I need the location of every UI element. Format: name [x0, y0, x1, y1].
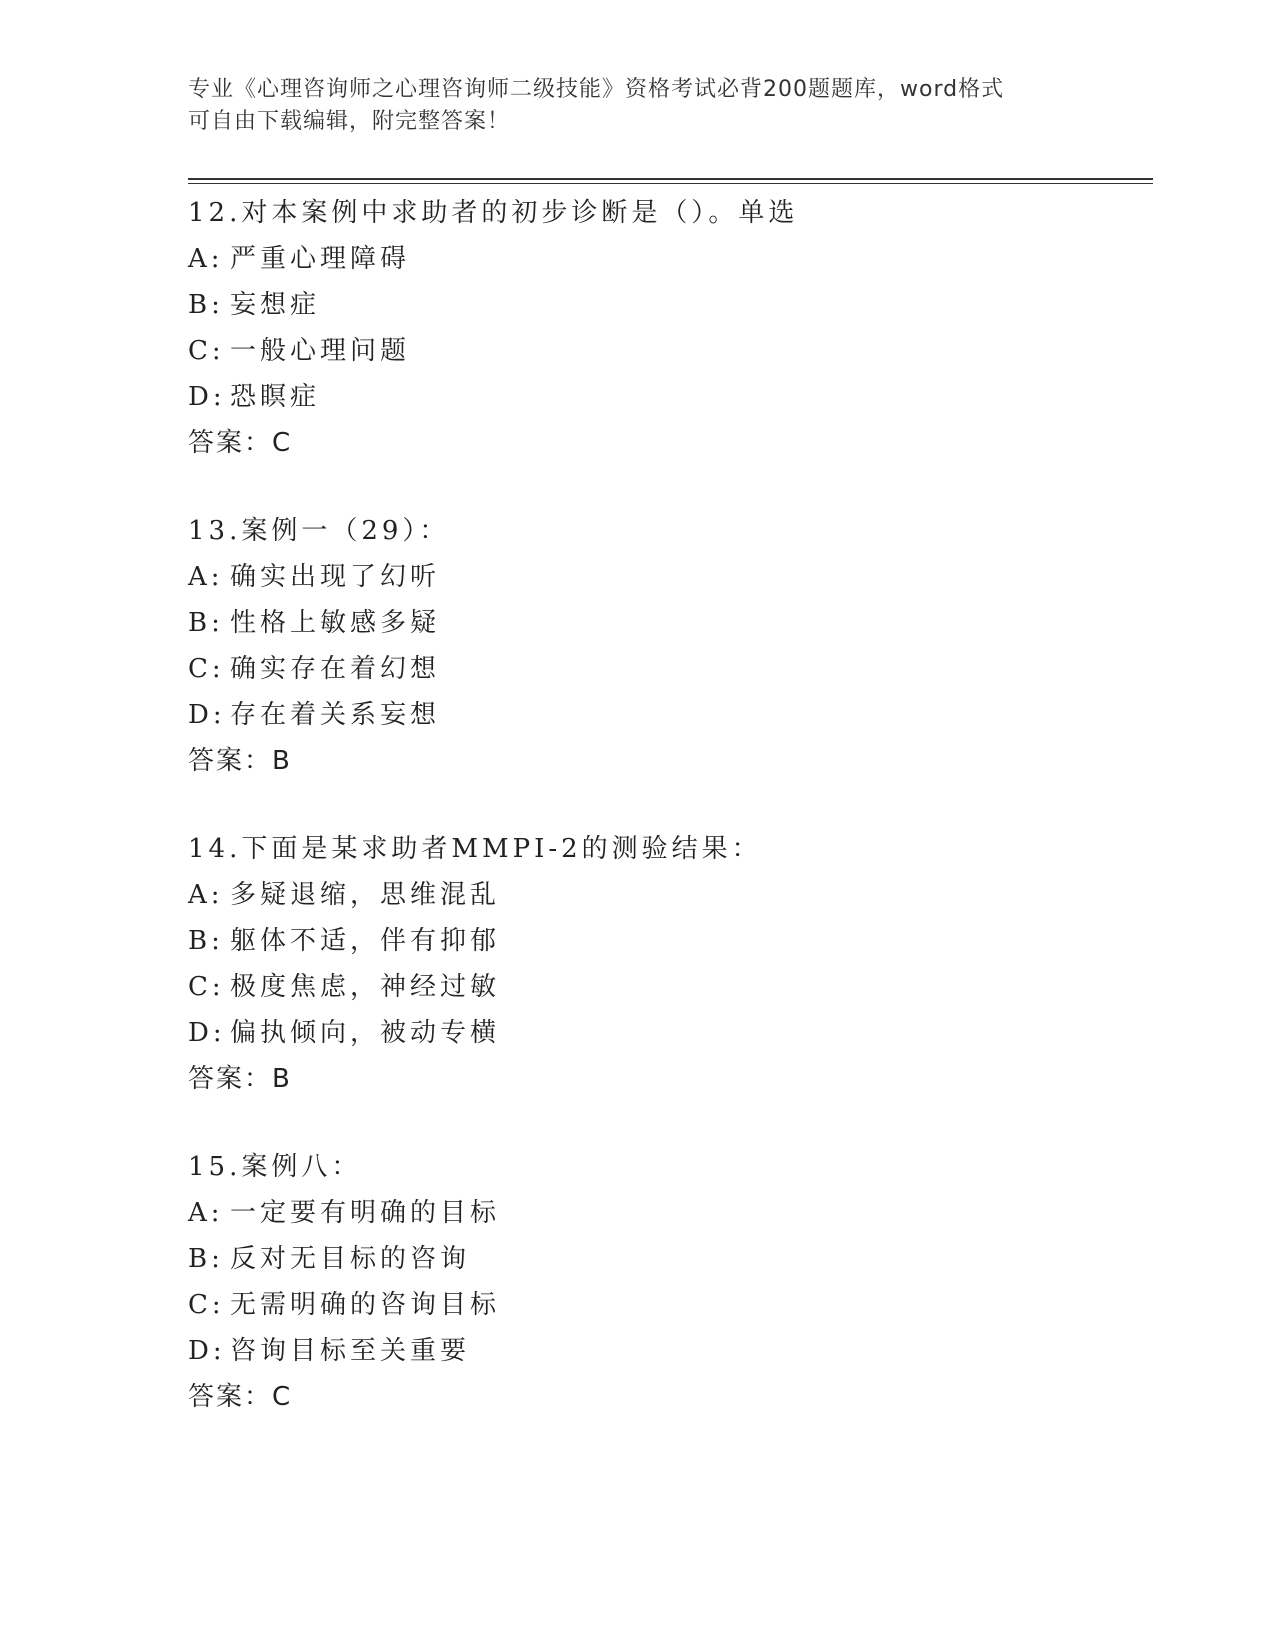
- option-text: 反对无目标的咨询: [230, 1244, 471, 1274]
- question-stem: 12.对本案例中求助者的初步诊断是（）。单选: [188, 198, 799, 228]
- question-stem: 13.案例一（29）：: [188, 516, 450, 546]
- option-key: C:: [188, 654, 225, 684]
- option-key: D:: [188, 382, 226, 412]
- header-divider-thin: [188, 183, 1153, 184]
- header-line-2: 可自由下载编辑，附完整答案！: [188, 109, 511, 134]
- option-key: B:: [188, 608, 224, 638]
- document-header: [188, 74, 1108, 138]
- question-list: [188, 190, 1153, 1462]
- option-b: [188, 282, 1153, 328]
- question-14: [188, 826, 1153, 1102]
- option-text: 偏执倾向，被动专横: [230, 1018, 501, 1048]
- header-divider-thick: [188, 178, 1153, 180]
- option-c: [188, 964, 1153, 1010]
- option-d: [188, 1010, 1153, 1056]
- option-key: C:: [188, 1290, 225, 1320]
- option-text: 躯体不适，伴有抑郁: [230, 926, 501, 956]
- option-text: 确实出现了幻听: [230, 562, 441, 592]
- option-text: 恐瞑症: [230, 382, 321, 412]
- option-key: A:: [188, 1198, 224, 1228]
- option-b: [188, 1236, 1153, 1282]
- answer-line: 答案：B: [188, 1064, 292, 1094]
- option-key: A:: [188, 880, 224, 910]
- option-key: D:: [188, 1336, 226, 1366]
- option-a: [188, 554, 1153, 600]
- option-text: 多疑退缩，思维混乱: [230, 880, 501, 910]
- option-text: 性格上敏感多疑: [230, 608, 441, 638]
- answer-line: 答案：C: [188, 428, 293, 458]
- header-line-1: 专业《心理咨询师之心理咨询师二级技能》资格考试必背200题题库，word格式: [188, 77, 1005, 102]
- option-a: [188, 872, 1153, 918]
- option-key: A:: [188, 244, 224, 274]
- option-text: 咨询目标至关重要: [230, 1336, 471, 1366]
- question-stem: 15.案例八：: [188, 1152, 362, 1182]
- option-b: [188, 600, 1153, 646]
- option-text: 极度焦虑，神经过敏: [230, 972, 501, 1002]
- option-text: 无需明确的咨询目标: [230, 1290, 501, 1320]
- question-12: [188, 190, 1153, 466]
- option-key: C:: [188, 972, 225, 1002]
- option-c: [188, 646, 1153, 692]
- option-key: D:: [188, 1018, 226, 1048]
- option-c: [188, 328, 1153, 374]
- option-d: [188, 374, 1153, 420]
- question-15: [188, 1144, 1153, 1420]
- option-key: B:: [188, 926, 224, 956]
- option-key: A:: [188, 562, 224, 592]
- option-text: 严重心理障碍: [230, 244, 411, 274]
- option-text: 一定要有明确的目标: [230, 1198, 501, 1228]
- answer-line: 答案：B: [188, 746, 292, 776]
- option-text: 确实存在着幻想: [230, 654, 441, 684]
- option-d: [188, 1328, 1153, 1374]
- option-key: B:: [188, 290, 224, 320]
- option-text: 存在着关系妄想: [230, 700, 441, 730]
- option-text: 一般心理问题: [230, 336, 411, 366]
- option-d: [188, 692, 1153, 738]
- option-c: [188, 1282, 1153, 1328]
- option-a: [188, 236, 1153, 282]
- option-key: C:: [188, 336, 225, 366]
- question-stem: 14.下面是某求助者MMPI-2的测验结果：: [188, 834, 762, 864]
- option-a: [188, 1190, 1153, 1236]
- option-text: 妄想症: [230, 290, 321, 320]
- option-key: D:: [188, 700, 226, 730]
- option-key: B:: [188, 1244, 224, 1274]
- answer-line: 答案：C: [188, 1382, 293, 1412]
- option-b: [188, 918, 1153, 964]
- question-13: [188, 508, 1153, 784]
